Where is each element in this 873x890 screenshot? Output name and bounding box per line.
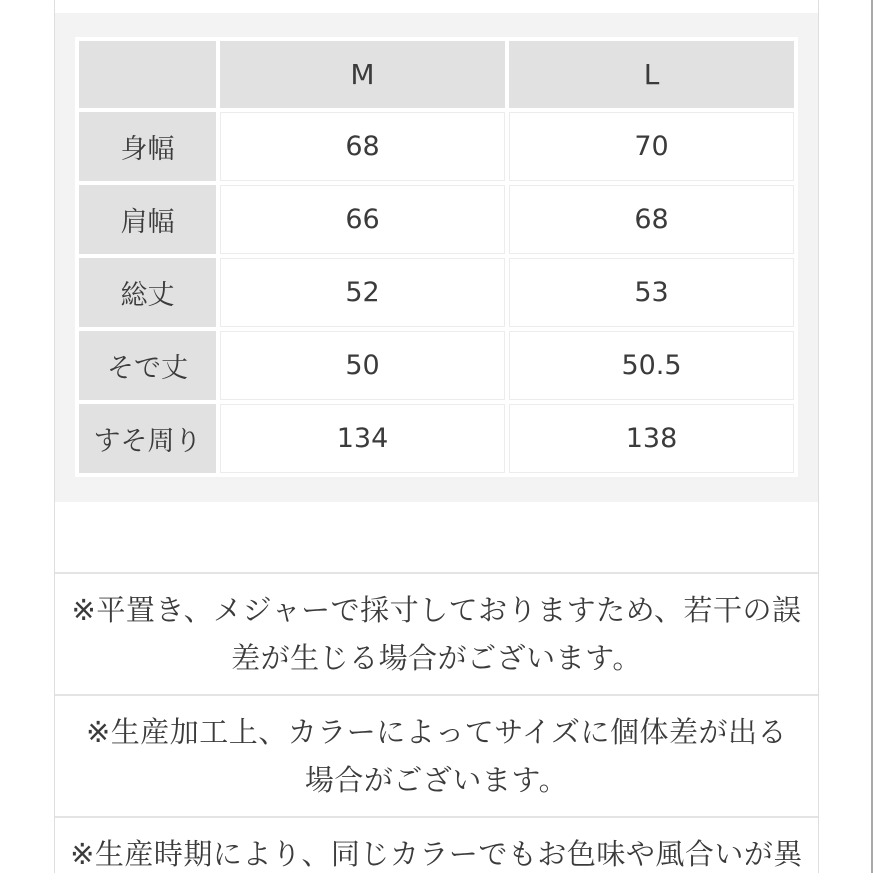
measurement-value-cell: 70: [509, 112, 794, 181]
note-item: [55, 694, 818, 816]
panel-notes-spacer: [55, 502, 818, 572]
measurement-value-cell: 53: [509, 258, 794, 327]
size-table-row: [79, 331, 794, 400]
note-item: [55, 816, 818, 890]
measurement-row-label: すそ周り: [79, 404, 216, 473]
notes-section: [55, 572, 818, 890]
note-line: 差が生じる場合がございます。: [231, 641, 642, 675]
size-table-header-row: [79, 41, 794, 108]
measurement-row-label: 総丈: [79, 258, 216, 327]
card-top-spacer: [55, 0, 818, 13]
measurement-value-cell: 68: [220, 112, 505, 181]
measurement-value-cell: 52: [220, 258, 505, 327]
size-table-row: [79, 258, 794, 327]
size-table-row: [79, 185, 794, 254]
note-item: [55, 572, 818, 694]
size-table-row: [79, 112, 794, 181]
size-table: [75, 37, 798, 477]
size-column-header: M: [220, 41, 505, 108]
measurement-row-label: 身幅: [79, 112, 216, 181]
measurement-row-label: 肩幅: [79, 185, 216, 254]
note-line: ※生産加工上、カラーによってサイズに個体差が出る: [86, 715, 787, 749]
note-line: ※生産時期により、同じカラーでもお色味や風合いが異: [70, 837, 803, 871]
note-line: 場合がございます。: [304, 763, 569, 797]
measurement-value-cell: 50: [220, 331, 505, 400]
product-description-card: [54, 0, 819, 873]
measurement-value-cell: 50.5: [509, 331, 794, 400]
note-line: ※平置き、メジャーで採寸しておりますため、若干の誤: [71, 593, 802, 627]
measurement-row-label: そで丈: [79, 331, 216, 400]
measurement-value-cell: 66: [220, 185, 505, 254]
size-table-row: [79, 404, 794, 473]
size-table-body: [79, 112, 794, 473]
size-column-header: L: [509, 41, 794, 108]
size-table-panel: [55, 13, 818, 502]
measurement-value-cell: 138: [509, 404, 794, 473]
measurement-value-cell: 134: [220, 404, 505, 473]
size-table-corner-cell: [79, 41, 216, 108]
measurement-value-cell: 68: [509, 185, 794, 254]
